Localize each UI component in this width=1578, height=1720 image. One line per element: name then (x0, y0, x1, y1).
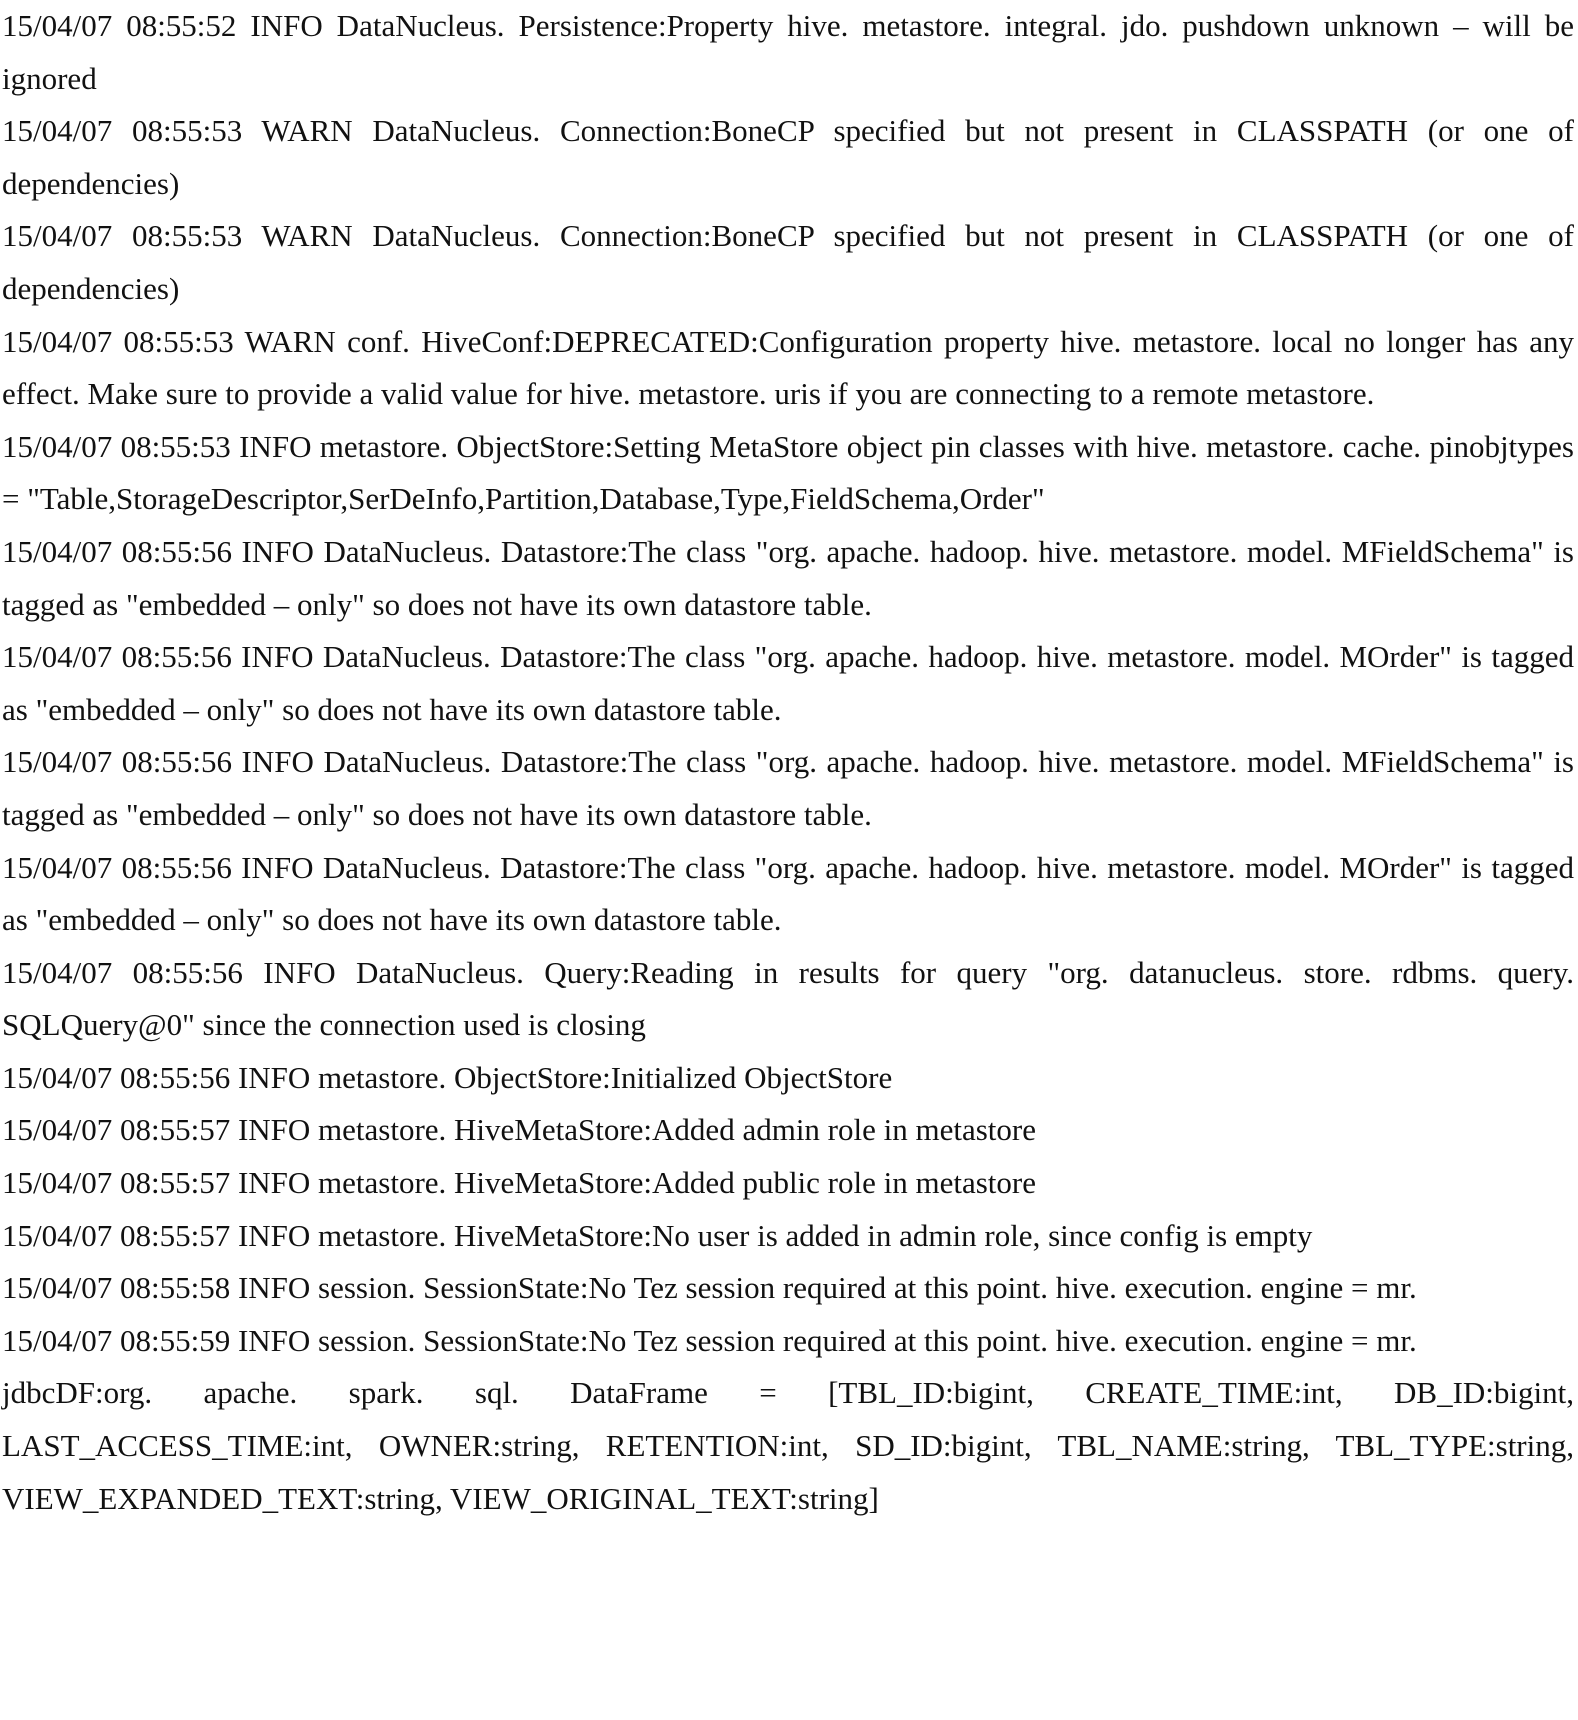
log-line-datastore-mfieldschema: 15/04/07 08:55:56 INFO DataNucleus. Datastore:The class "org. apache. hadoop. hive. metastore. model. MFieldSchema" is tagged as "embedded – only" so does not have its own datastore table. (2, 533, 1574, 622)
log-line-bonecp-warning: 15/04/07 08:55:53 WARN DataNucleus. Connection:BoneCP specified but not present in CLASSPATH (or one of dependencies) (2, 218, 1574, 306)
log-line-admin-role-added: 15/04/07 08:55:57 INFO metastore. HiveMetaStore:Added admin role in metastore (2, 1112, 1036, 1148)
log-line-no-tez-session: 15/04/07 08:55:59 INFO session. SessionState:No Tez session required at this point. hive. execution. engine = mr. (2, 1322, 1417, 1358)
log-line-jdbcdf-schema: jdbcDF:org. apache. spark. sql. DataFrame = [TBL_ID:bigint, CREATE_TIME:int, DB_ID:bigint, LAST_ACCESS_TIME:int, OWNER:string, RETENTION:int, SD_ID:bigint, TBL_NAME:string, TBL_TYPE:string, VIEW_EXPANDED_TEXT:string, VIEW_ORIGINAL_TEXT:string] (2, 1375, 1574, 1516)
log-line-bonecp-warning: 15/04/07 08:55:53 WARN DataNucleus. Connection:BoneCP specified but not present in CLASSPATH (or one of dependencies) (2, 113, 1574, 201)
log-line-query-reading-results: 15/04/07 08:55:56 INFO DataNucleus. Query:Reading in results for query "org. datanucleus. store. rdbms. query. SQLQuery@0" since the connection used is closing (2, 954, 1574, 1043)
log-line-objectstore-initialized: 15/04/07 08:55:56 INFO metastore. ObjectStore:Initialized ObjectStore (2, 1059, 893, 1095)
log-line-public-role-added: 15/04/07 08:55:57 INFO metastore. HiveMetaStore:Added public role in metastore (2, 1165, 1036, 1201)
log-line-datastore-mfieldschema: 15/04/07 08:55:56 INFO DataNucleus. Datastore:The class "org. apache. hadoop. hive. metastore. model. MFieldSchema" is tagged as "embedded – only" so does not have its own datastore table. (2, 744, 1574, 832)
log-line-objectstore-pin-classes: 15/04/07 08:55:53 INFO metastore. ObjectStore:Setting MetaStore object pin classes with hive. metastore. cache. pinobjtypes = "Table,StorageDescriptor,SerDeInfo,Partition,Database,Type,FieldSchema,Order" (2, 428, 1574, 517)
log-line-persistence-property-unknown: 15/04/07 08:55:52 INFO DataNucleus. Persistence:Property hive. metastore. integral. jdo. pushdown unknown – will be ignored (2, 8, 1574, 96)
log-line-datastore-morder: 15/04/07 08:55:56 INFO DataNucleus. Datastore:The class "org. apache. hadoop. hive. metastore. model. MOrder" is tagged as "embedded – only" so does not have its own datastore table. (2, 639, 1574, 727)
log-line-no-user-in-admin-role: 15/04/07 08:55:57 INFO metastore. HiveMetaStore:No user is added in admin role, since config is empty (2, 1217, 1313, 1253)
log-line-hiveconf-deprecated-warning: 15/04/07 08:55:53 WARN conf. HiveConf:DEPRECATED:Configuration property hive. metastore. local no longer has any effect. Make sure to provide a valid value for hive. metastore. uris if you are connecting to a remote metastore. (2, 323, 1574, 412)
log-line-datastore-morder: 15/04/07 08:55:56 INFO DataNucleus. Datastore:The class "org. apache. hadoop. hive. metastore. model. MOrder" is tagged as "embedded – only" so does not have its own datastore table. (2, 849, 1574, 938)
log-line-no-tez-session: 15/04/07 08:55:58 INFO session. SessionState:No Tez session required at this point. hive. execution. engine = mr. (2, 1270, 1417, 1306)
